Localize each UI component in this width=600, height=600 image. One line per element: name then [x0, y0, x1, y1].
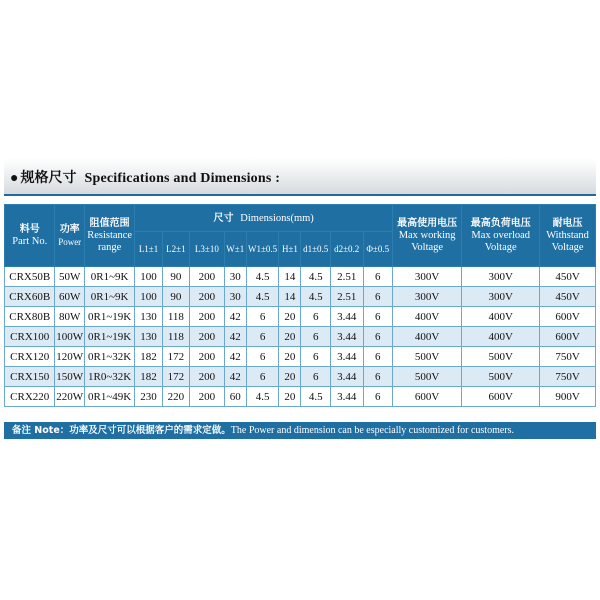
table-cell: 0R1~32K [84, 347, 134, 367]
header-wv-cn: 耐电压 [552, 217, 583, 229]
table-cell: 172 [162, 367, 189, 387]
table-cell: 6 [363, 367, 392, 387]
subheader-cell: Φ±0.5 [363, 232, 392, 267]
table-cell: 0R1~19K [84, 327, 134, 347]
table-cell: 3.44 [330, 327, 363, 347]
header-mwv-en: Max working Voltage [398, 229, 456, 253]
table-cell: 2.51 [330, 267, 363, 287]
table-cell: 30 [224, 287, 246, 307]
heading-title-en: Specifications and Dimensions : [84, 171, 281, 186]
header-power-cn: 功率 [59, 223, 80, 235]
subheader-cell: L3±10 [190, 232, 225, 267]
table-cell: 130 [135, 327, 162, 347]
table-cell: 2.51 [330, 287, 363, 307]
table-cell: 80W [55, 307, 84, 327]
table-cell: 60W [55, 287, 84, 307]
header-max-overload-voltage [462, 205, 540, 267]
header-resistance-en: Resistance range [87, 229, 133, 253]
header-mov-cn: 最高负荷电压 [470, 217, 531, 229]
table-cell: 182 [135, 367, 162, 387]
table-cell: 400V [392, 327, 461, 347]
table-cell: 450V [540, 287, 596, 307]
table-cell: 50W [55, 267, 84, 287]
table-cell: 14 [279, 287, 301, 307]
table-cell: 6 [246, 307, 279, 327]
table-cell: 120W [55, 347, 84, 367]
table-cell: 3.44 [330, 387, 363, 407]
specifications-table [4, 204, 596, 407]
table-cell: 6 [363, 347, 392, 367]
subheader-cell: d2±0.2 [330, 232, 363, 267]
subheader-cell: H±1 [279, 232, 301, 267]
table-cell: CRX50B [5, 267, 55, 287]
heading-title-cn: 规格尺寸 [20, 170, 77, 186]
header-dimensions [135, 205, 393, 232]
table-row [5, 387, 596, 407]
table-cell: 6 [363, 387, 392, 407]
table-cell: 6 [301, 307, 330, 327]
subheader-cell: W±1 [224, 232, 246, 267]
table-cell: 100 [135, 267, 162, 287]
header-part-no-en: Part No. [12, 235, 48, 247]
table-cell: 6 [363, 327, 392, 347]
table-cell: 200 [190, 307, 225, 327]
table-cell: 0R1~9K [84, 287, 134, 307]
table-cell: 20 [279, 307, 301, 327]
table-cell: 6 [301, 367, 330, 387]
table-cell: 500V [462, 367, 540, 387]
table-cell: 42 [224, 327, 246, 347]
table-cell: 42 [224, 367, 246, 387]
table-cell: 900V [540, 387, 596, 407]
bullet-icon: ● [10, 171, 19, 186]
note-text-cn: 备注 Note：功率及尺寸可以根据客户的需求定做。 [12, 425, 231, 436]
table-cell: 0R1~49K [84, 387, 134, 407]
table-cell: 200 [190, 367, 225, 387]
table-cell: 3.44 [330, 347, 363, 367]
table-cell: 100W [55, 327, 84, 347]
table-cell: 4.5 [301, 267, 330, 287]
table-cell: 400V [392, 307, 461, 327]
table-cell: 4.5 [301, 387, 330, 407]
table-cell: 200 [190, 287, 225, 307]
table-cell: 400V [462, 327, 540, 347]
table-cell: 220W [55, 387, 84, 407]
header-dimensions-cn: 尺寸 [213, 212, 234, 224]
table-cell: 42 [224, 307, 246, 327]
table-cell: 500V [462, 347, 540, 367]
table-cell: 118 [162, 327, 189, 347]
table-cell: 0R1~9K [84, 267, 134, 287]
header-wv-en: Withstand Voltage [546, 229, 589, 253]
table-cell: 750V [540, 347, 596, 367]
table-cell: 4.5 [246, 387, 279, 407]
table-cell: 4.5 [246, 287, 279, 307]
table-cell: 6 [301, 347, 330, 367]
table-cell: 200 [190, 327, 225, 347]
table-cell: CRX150 [5, 367, 55, 387]
table-cell: 182 [135, 347, 162, 367]
table-cell: 6 [363, 267, 392, 287]
table-cell: 300V [392, 267, 461, 287]
header-power [55, 205, 84, 267]
table-cell: 1R0~32K [84, 367, 134, 387]
header-dimensions-en: Dimensions(mm) [240, 212, 314, 224]
header-power-en: Power [58, 236, 82, 247]
table-cell: 20 [279, 327, 301, 347]
table-cell: 42 [224, 347, 246, 367]
table-row [5, 287, 596, 307]
table-cell: 6 [246, 327, 279, 347]
table-cell: 150W [55, 367, 84, 387]
table-cell: 14 [279, 267, 301, 287]
table-cell: 118 [162, 307, 189, 327]
section-heading [10, 167, 280, 187]
table-cell: CRX100 [5, 327, 55, 347]
table-cell: 90 [162, 287, 189, 307]
table-cell: 600V [462, 387, 540, 407]
header-part-no [5, 205, 55, 267]
table-cell: 300V [392, 287, 461, 307]
table-cell: 750V [540, 367, 596, 387]
table-cell: 300V [462, 267, 540, 287]
table-cell: CRX120 [5, 347, 55, 367]
subheader-cell: d1±0.5 [301, 232, 330, 267]
table-cell: 172 [162, 347, 189, 367]
table-cell: 6 [246, 347, 279, 367]
table-cell: 500V [392, 347, 461, 367]
subheader-cell: W1±0.5 [246, 232, 279, 267]
table-cell: 300V [462, 287, 540, 307]
table-cell: 220 [162, 387, 189, 407]
table-cell: 200 [190, 347, 225, 367]
table-cell: 450V [540, 267, 596, 287]
table-cell: 3.44 [330, 367, 363, 387]
table-cell: CRX80B [5, 307, 55, 327]
table-row [5, 327, 596, 347]
table-row [5, 307, 596, 327]
table-cell: 6 [363, 307, 392, 327]
table-cell: 6 [363, 287, 392, 307]
table-cell: 20 [279, 387, 301, 407]
subheader-cell: L1±1 [135, 232, 162, 267]
table-row [5, 367, 596, 387]
table-cell: 500V [392, 367, 461, 387]
note-text-en: The Power and dimension can be especially customized for customers. [230, 425, 515, 436]
header-max-working-voltage [392, 205, 461, 267]
table-cell: 20 [279, 347, 301, 367]
table-row [5, 267, 596, 287]
table-cell: 60 [224, 387, 246, 407]
table-cell: 90 [162, 267, 189, 287]
header-withstand-voltage [540, 205, 596, 267]
table-cell: CRX220 [5, 387, 55, 407]
header-mov-en: Max overload Voltage [471, 229, 531, 253]
table-cell: 130 [135, 307, 162, 327]
table-cell: 6 [301, 327, 330, 347]
table-cell: 4.5 [246, 267, 279, 287]
table-cell: 600V [392, 387, 461, 407]
subheader-cell: L2±1 [162, 232, 189, 267]
table-cell: 600V [540, 327, 596, 347]
table-cell: CRX60B [5, 287, 55, 307]
table-cell: 100 [135, 287, 162, 307]
table-cell: 200 [190, 387, 225, 407]
table-cell: 4.5 [301, 287, 330, 307]
table-cell: 30 [224, 267, 246, 287]
header-resistance [84, 205, 134, 267]
table-cell: 20 [279, 367, 301, 387]
note-bar [4, 422, 596, 439]
table-row [5, 347, 596, 367]
table-cell: 200 [190, 267, 225, 287]
table-cell: 400V [462, 307, 540, 327]
table-cell: 230 [135, 387, 162, 407]
table-cell: 0R1~19K [84, 307, 134, 327]
header-resistance-cn: 阻值范围 [89, 217, 130, 229]
table-cell: 3.44 [330, 307, 363, 327]
header-part-no-cn: 料号 [19, 223, 40, 235]
table-cell: 600V [540, 307, 596, 327]
header-mwv-cn: 最高使用电压 [397, 217, 458, 229]
table-cell: 6 [246, 367, 279, 387]
